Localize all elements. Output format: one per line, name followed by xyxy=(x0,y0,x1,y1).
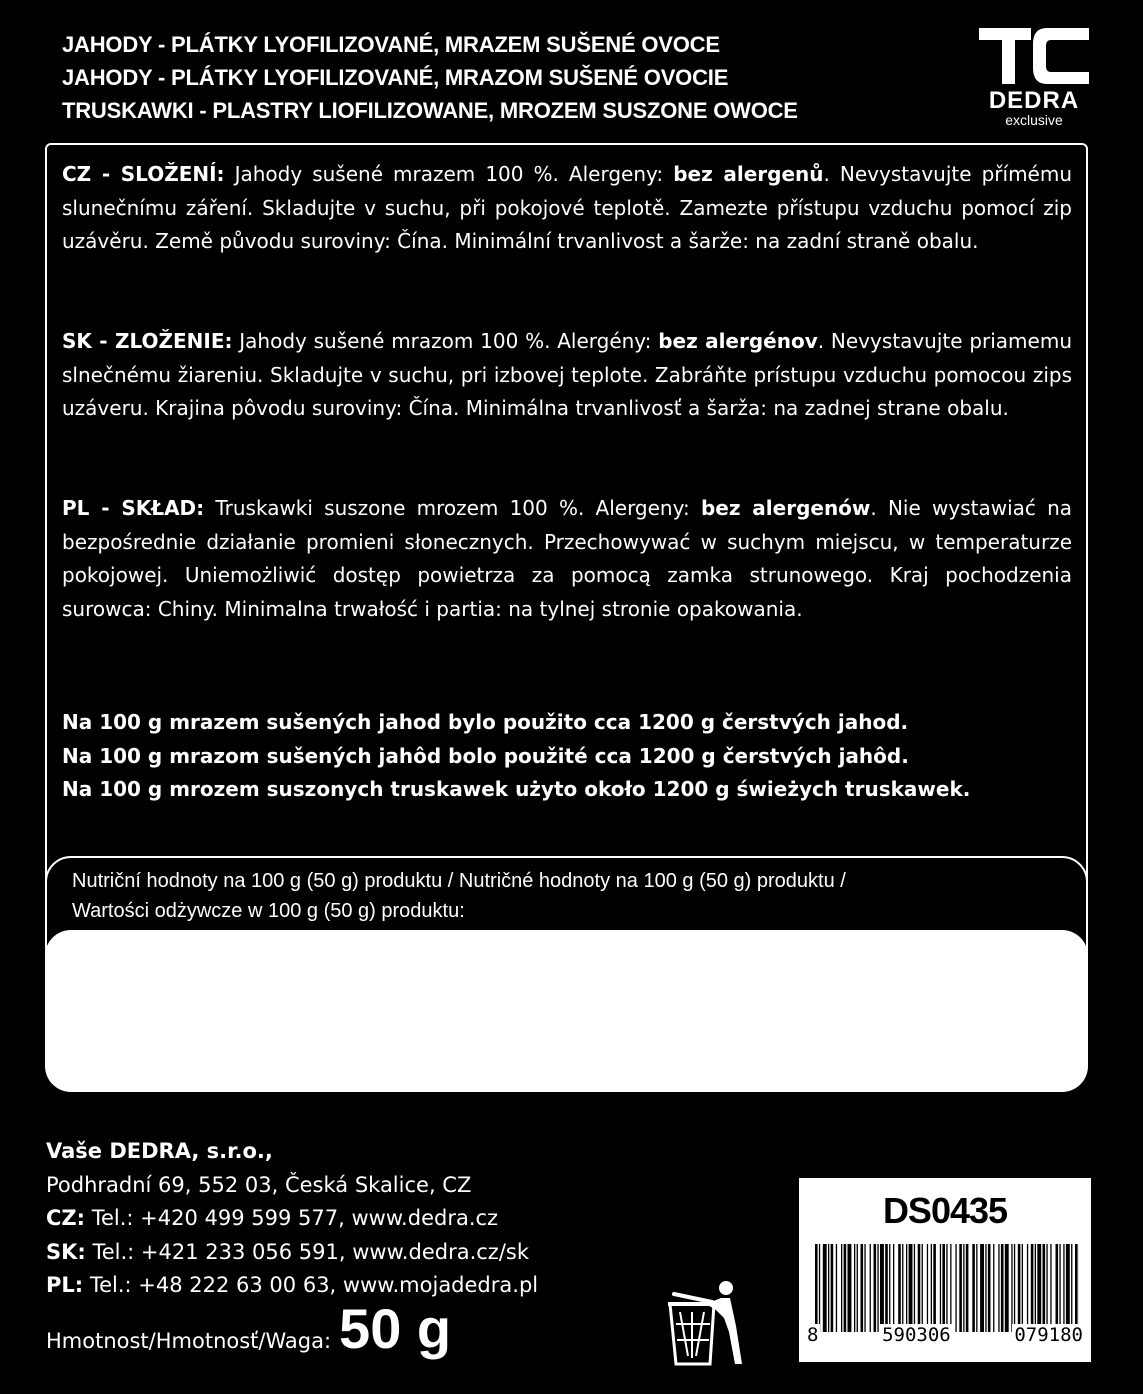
composition-sk-allergen: bez alergénov xyxy=(658,329,818,353)
barcode-bar xyxy=(877,1244,878,1332)
composition-pl-allergen: bez alergenów xyxy=(700,496,871,520)
net-weight xyxy=(46,1296,451,1361)
barcode-bar xyxy=(906,1244,907,1332)
logo-subtitle: exclusive xyxy=(1005,112,1063,128)
composition-cz-text: Jahody sušené mrazem 100 %. Alergeny: xyxy=(224,162,674,186)
carbohydrate-portion: (39 g), z toho cukry / w tym cukry: xyxy=(374,1014,650,1036)
barcode-bar xyxy=(922,1244,923,1332)
barcode-bar xyxy=(1063,1244,1064,1332)
fat-value: 1,3 g xyxy=(70,980,112,1003)
carbohydrate-value: 76 g xyxy=(338,1014,375,1036)
barcode-bar xyxy=(942,1244,945,1332)
saturated-fat-value: 0 g xyxy=(1039,980,1066,1003)
composition-pl-label: PL - SKŁAD: xyxy=(62,496,205,520)
composition-pl xyxy=(62,492,1072,626)
sugar-portion: (33,45 g). Bílkoviny/ Bielkoviny/ Białka: xyxy=(121,1047,442,1070)
sugar-value: 67,9 g xyxy=(70,1047,122,1070)
composition-cz-allergen: bez alergenů xyxy=(673,162,824,186)
barcode-bar xyxy=(914,1244,915,1332)
composition-pl-text-rest: . Nie wystawiać na bezpośrednie działanie promieni słonecznych. Przechowywać w suchym miejscu, w temperaturze pokojowej. Uniemożliwić dostęp powietrza za pomocą zamka strunowego. Kraj pochodzenia surowca: Chiny. Minimalna trwałość i partia: na tylnej stronie opakowania. xyxy=(62,496,1073,621)
barcode-bar xyxy=(940,1244,941,1332)
barcode-bar xyxy=(1035,1244,1036,1332)
protein-value: 7,7 g xyxy=(441,1047,484,1070)
title-pl: TRUSKAWKI - PLASTRY LIOFILIZOWANE, MROZEM SUSZONE OWOCE xyxy=(62,98,798,123)
barcode-bar xyxy=(955,1244,956,1332)
barcode-bar xyxy=(1050,1244,1051,1332)
barcode-bar xyxy=(864,1244,865,1332)
barcode-bar xyxy=(1066,1244,1070,1332)
barcode-bar xyxy=(976,1244,977,1332)
barcode-bar xyxy=(972,1244,975,1332)
barcode-bar xyxy=(1071,1244,1072,1332)
composition-sk xyxy=(62,325,1072,426)
barcode-bar xyxy=(861,1244,864,1332)
composition-sk-text: Jahody sušené mrazom 100 %. Alergény: xyxy=(232,329,659,353)
contact-pl: Tel.: +48 222 63 00 63, www.mojadedra.pl xyxy=(83,1273,539,1297)
barcode-bar xyxy=(1075,1244,1078,1332)
ean-digit-first: 8 xyxy=(807,1324,819,1346)
nutrition-header-line-2: Wartości odżywcze w 100 g (50 g) produktu: xyxy=(72,900,465,922)
barcode-bar xyxy=(836,1244,837,1332)
barcode-bar xyxy=(857,1244,858,1332)
protein-portion: (3,85 g). Sůl/ Sol/ Sól: xyxy=(483,1047,668,1070)
barcode-bar xyxy=(902,1244,903,1332)
barcode-bar xyxy=(880,1244,884,1332)
barcode-bar xyxy=(1037,1244,1041,1332)
contact-cz-label: CZ: xyxy=(46,1206,86,1230)
composition-sk-text-rest: . Nevystavujte priamemu slnečnému žiareniu. Skladujte v suchu, pri izbovej teplote. Zabráňte prístupu vzduchu pomocou zips uzáveru. Krajina pôvodu suroviny: Čína. Minimálna trvanlivosť a šarža: na zadnej strane obalu. xyxy=(62,329,1073,420)
product-code: DS0435 xyxy=(882,1190,1008,1231)
energy-portion: (156 kcal / 736 kJ). Tuky /Tłuszcze: xyxy=(594,947,883,969)
composition-pl-text: Truskawki suszone mrozem 100 %. Alergeny: xyxy=(204,496,701,520)
barcode-bar xyxy=(885,1244,888,1332)
barcode-bars xyxy=(815,1244,1079,1332)
ean-digits xyxy=(805,1324,1085,1346)
barcode-bar xyxy=(815,1244,818,1332)
ean-group-left: 590306 xyxy=(882,1324,951,1346)
barcode-bar xyxy=(893,1244,894,1332)
barcode-bar xyxy=(819,1244,820,1332)
barcode-bar xyxy=(993,1244,994,1332)
barcode-bar xyxy=(1011,1244,1012,1332)
barcode-bar xyxy=(1001,1244,1004,1332)
fresh-fruit-note-cz: Na 100 g mrazem sušených jahod bylo použito cca 1200 g čerstvých jahod. xyxy=(62,710,909,734)
barcode-bar xyxy=(898,1244,901,1332)
fat-portion: (0,65 g), z toho nasycené mastné kyseliny / z toho nasýtené mastné kyseliny / w tym kwasy tłuszczowe nasycone: xyxy=(111,980,1040,1003)
barcode-bar xyxy=(927,1244,928,1332)
nutrition-header xyxy=(72,866,1072,926)
composition-cz-label: CZ - SLOŽENÍ: xyxy=(62,162,225,186)
barcode-bar xyxy=(959,1244,962,1332)
barcode-bar xyxy=(841,1244,842,1332)
barcode-bar xyxy=(1018,1244,1021,1332)
trash-bin-icon xyxy=(666,1278,746,1368)
barcode-bar xyxy=(1005,1244,1009,1332)
company-address: Podhradní 69, 552 03, Česká Skalice, CZ xyxy=(46,1172,472,1197)
composition-cz-text-rest: . Nevystavujte přímému slunečnímu záření. Skladujte v suchu, při pokojové teplotě. Zamezte přístupu vzduchu pomocí zip uzávěru. Země původu suroviny: Čína. Minimální trvanlivost a šarže: na zadní straně obalu. xyxy=(62,162,1073,253)
dedra-logo-mark xyxy=(975,22,1093,88)
barcode-bar xyxy=(1059,1244,1060,1332)
barcode-bar xyxy=(909,1244,913,1332)
fresh-fruit-note-sk: Na 100 g mrazom sušených jahôd bolo použité cca 1200 g čerstvých jahôd. xyxy=(62,743,909,768)
barcode-bar xyxy=(844,1244,847,1332)
fresh-fruit-notes xyxy=(62,706,1072,807)
contact-sk: Tel.: +421 233 056 591, www.dedra.cz/sk xyxy=(85,1239,529,1264)
nutrition-header-line-1: Nutriční hodnoty na 100 g (50 g) produktu / Nutričné hodnoty na 100 g (50 g) produktu / xyxy=(72,870,846,892)
barcode-bar xyxy=(870,1244,871,1332)
barcode-bar xyxy=(931,1244,932,1332)
ean-group-right: 079180 xyxy=(1014,1324,1083,1346)
barcode-bar xyxy=(831,1244,834,1332)
barcode-bar xyxy=(1043,1244,1046,1332)
salt-value: 151 mg xyxy=(667,1047,732,1070)
barcode-bar xyxy=(985,1244,986,1332)
barcode-bar xyxy=(874,1244,877,1332)
title-cz: JAHODY - PLÁTKY LYOFILIZOVANÉ, MRAZEM SUŠENÉ OVOCE xyxy=(62,32,720,57)
barcode-bar xyxy=(1027,1244,1028,1332)
barcode-bar xyxy=(963,1244,964,1332)
fresh-fruit-note-pl: Na 100 g mrozem suszonych truskawek użyto około 1200 g świeżych truskawek. xyxy=(62,777,971,801)
composition-cz xyxy=(62,158,1072,259)
product-titles xyxy=(62,28,942,127)
barcode-bar xyxy=(1014,1244,1015,1332)
dedra-logo xyxy=(975,22,1093,130)
net-weight-value: 50 g xyxy=(339,1297,452,1360)
title-sk: JAHODY - PLÁTKY LYOFILIZOVANÉ, MRAZOM SUŠENÉ OVOCIE xyxy=(62,65,729,90)
barcode-bar xyxy=(933,1244,936,1332)
contact-sk-label: SK: xyxy=(46,1239,86,1264)
barcode-bar xyxy=(966,1244,969,1332)
barcode-bar xyxy=(1022,1244,1023,1332)
barcode-bar xyxy=(889,1244,890,1332)
barcode-bar xyxy=(1031,1244,1034,1332)
nutrition-values xyxy=(70,942,1070,1076)
logo-brand: DEDRA xyxy=(988,87,1080,114)
company-info xyxy=(46,1135,538,1303)
barcode-bar xyxy=(980,1244,984,1332)
barcode-bar xyxy=(823,1244,827,1332)
barcode-bar xyxy=(828,1244,829,1332)
contact-pl-label: PL: xyxy=(46,1273,84,1297)
energy-label: Energetická hodnota / Wartość energetyczna: xyxy=(70,947,443,969)
barcode-bar xyxy=(946,1244,947,1332)
salt-portion: (76 mg). xyxy=(731,1047,805,1070)
barcode-bar xyxy=(988,1244,991,1332)
company-name: Vaše DEDRA, s.r.o., xyxy=(46,1139,273,1163)
barcode-bar xyxy=(998,1244,999,1332)
barcode-bar xyxy=(918,1244,921,1332)
net-weight-label: Hmotnost/Hmotnosť/Waga: xyxy=(46,1329,332,1353)
barcode-bar xyxy=(848,1244,852,1332)
contact-cz: Tel.: +420 499 599 577, www.dedra.cz xyxy=(85,1206,499,1230)
energy-value: 352 kcal / 1471 kJ xyxy=(442,947,595,969)
barcode-bar xyxy=(1056,1244,1059,1332)
barcode-bar xyxy=(950,1244,951,1332)
barcode-label xyxy=(799,1178,1091,1362)
saturated-fat-portion: (0 g). Sacharidy / Węglowodany: xyxy=(70,1014,339,1036)
composition-sk-label: SK - ZLOŽENIE: xyxy=(62,329,233,353)
barcode-bar xyxy=(1046,1244,1047,1332)
barcode-bar xyxy=(854,1244,855,1332)
